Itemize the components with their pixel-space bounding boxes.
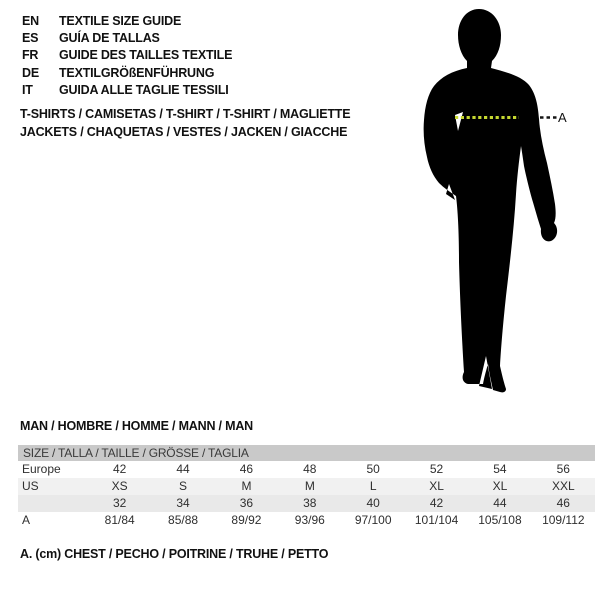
- table-cell: 48: [303, 462, 317, 476]
- table-cell: 46: [556, 496, 570, 510]
- language-label: GUÍA DE TALLAS: [59, 31, 160, 46]
- table-cell: 97/100: [354, 513, 392, 527]
- table-cell: S: [179, 479, 188, 493]
- measurement-a-label: A: [558, 110, 567, 125]
- language-label: GUIDE DES TAILLES TEXTILE: [59, 48, 233, 63]
- size-table: [18, 445, 595, 529]
- table-cell: 93/96: [294, 513, 325, 527]
- table-cell: 36: [239, 496, 254, 510]
- table-cell: L: [369, 479, 377, 493]
- table-cell: 56: [556, 462, 570, 476]
- language-label: TEXTILE SIZE GUIDE: [59, 14, 182, 28]
- row-label: US: [22, 479, 39, 493]
- chest-footnote: A. (cm) CHEST / PECHO / POITRINE / TRUHE / PETTO: [20, 547, 329, 561]
- table-row: [18, 461, 595, 478]
- language-label: TEXTILGRÖßENFÜHRUNG: [59, 65, 215, 80]
- language-code: FR: [22, 48, 39, 63]
- table-cell: 44: [176, 462, 190, 476]
- table-cell: 32: [113, 496, 127, 510]
- table-cell: 54: [493, 462, 507, 476]
- table-cell: XXL: [551, 479, 575, 493]
- table-cell: 109/112: [542, 513, 585, 527]
- language-label: GUIDA ALLE TAGLIE TESSILI: [59, 82, 229, 97]
- table-cell: 38: [303, 496, 317, 510]
- man-silhouette-shape: [424, 9, 558, 392]
- table-cell: M: [304, 479, 315, 493]
- size-table-header: SIZE / TALLA / TAILLE / GRÖSSE / TAGLIA: [18, 445, 595, 461]
- table-cell: 44: [493, 496, 507, 510]
- table-cell: 46: [239, 462, 254, 476]
- size-table-body: [18, 461, 595, 529]
- table-cell: 42: [113, 462, 127, 476]
- table-cell: 34: [176, 496, 190, 510]
- table-row: [18, 495, 595, 512]
- table-row: [18, 478, 595, 495]
- tshirts-category-line: T-SHIRTS / CAMISETAS / T-SHIRT / T-SHIRT / MAGLIETTE: [20, 107, 351, 121]
- table-cell: XS: [111, 479, 128, 493]
- table-cell: 50: [366, 462, 380, 476]
- table-cell: 105/108: [478, 513, 522, 527]
- table-cell: 89/92: [231, 513, 262, 527]
- table-cell: M: [241, 479, 252, 493]
- table-cell: 85/88: [168, 513, 199, 527]
- table-cell: 40: [366, 496, 380, 510]
- row-label: [18, 495, 88, 512]
- section-title-man: MAN / HOMBRE / HOMME / MANN / MAN: [20, 419, 253, 433]
- row-label: A: [22, 513, 31, 527]
- table-cell: XL: [492, 479, 508, 493]
- table-cell: XL: [429, 479, 444, 493]
- table-cell: 101/104: [414, 513, 459, 527]
- table-cell: 52: [429, 462, 444, 476]
- table-cell: 42: [429, 496, 444, 510]
- row-label: Europe: [22, 462, 61, 476]
- language-code: ES: [22, 31, 39, 46]
- table-cell: 81/84: [104, 513, 135, 527]
- jackets-category-line: JACKETS / CHAQUETAS / VESTES / JACKEN / GIACCHE: [20, 124, 348, 139]
- language-code: DE: [22, 65, 39, 80]
- language-code: IT: [22, 82, 33, 97]
- table-row: [18, 512, 595, 529]
- language-code: EN: [22, 14, 39, 28]
